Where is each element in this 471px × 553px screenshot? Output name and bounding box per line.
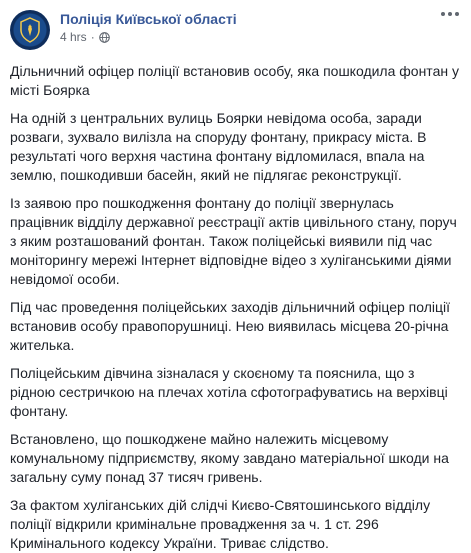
more-dot xyxy=(448,12,452,16)
post-paragraph: На одній з центральних вулиць Боярки невідома особа, заради розваги, зухвало вилізла на споруду фонтану, прикрасу міста. В результаті чого верхня частина фонтану відломилася, впала на землю, пошкодивши басейн, який не підлягає реконструкції. xyxy=(10,110,427,183)
post-body xyxy=(10,62,461,553)
post-header xyxy=(10,8,461,56)
page-avatar[interactable] xyxy=(10,10,50,50)
separator-dot: · xyxy=(90,30,95,44)
more-dot xyxy=(441,12,445,16)
post-paragraph: Під час проведення поліцейських заходів дільничний офіцер поліції встановив особу правопорушниці. Нею виявилась місцева 20-річна жителька. xyxy=(10,299,451,353)
post-paragraph: За фактом хуліганських дій слідчі Києво-Святошинського відділу поліції відкрили кримінальне провадження за ч. 1 ст. 296 Кримінального кодексу України. Триває слідство. xyxy=(10,497,431,551)
post-timestamp[interactable]: 4 hrs xyxy=(60,30,87,44)
more-dot xyxy=(455,12,459,16)
more-options-icon[interactable] xyxy=(441,12,459,16)
post-paragraph: Поліцейським дівчина зізналася у скоєному та пояснила, що з рідною сестричкою на плечах хотіла сфотографуватись на верхівці фонтану. xyxy=(10,365,448,419)
post-headline: Дільничний офіцер поліції встановив особу, яка пошкодила фонтан у місті Боярка xyxy=(10,63,459,98)
post-paragraph: Із заявою про пошкодження фонтану до поліції звернулась працівник відділу державної реєстрації актів цивільного стану, поруч з яким розташований фонтан. Також поліцейські виявили під час моніторингу мережі Інтернет відповідне відео з хуліганськими діями невідомої особи. xyxy=(10,195,457,287)
post-subline xyxy=(60,29,237,45)
police-emblem-icon xyxy=(19,17,41,43)
post-meta xyxy=(60,8,237,45)
globe-icon[interactable] xyxy=(99,32,110,43)
page-name-link[interactable]: Поліція Київської області xyxy=(60,11,237,27)
post-paragraph: Встановлено, що пошкоджене майно належить місцевому комунальному підприємству, якому завдано матеріальної шкоди на загальну суму понад 37 тисяч гривень. xyxy=(10,431,449,485)
